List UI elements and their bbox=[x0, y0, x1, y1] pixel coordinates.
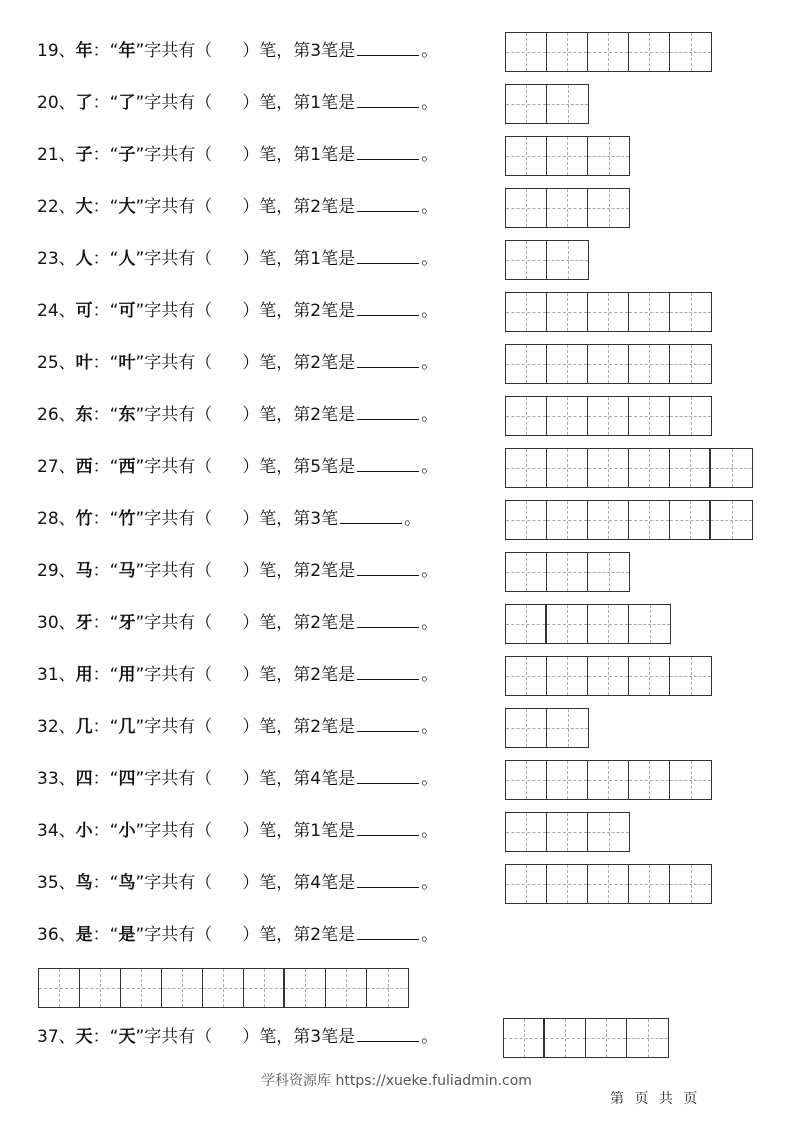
question-text bbox=[37, 453, 438, 479]
writing-grid bbox=[505, 812, 630, 852]
tianzige-cell[interactable] bbox=[504, 1019, 545, 1057]
tianzige-cell[interactable] bbox=[588, 33, 629, 71]
question-text bbox=[37, 557, 438, 583]
quoted-character: 叶 bbox=[118, 353, 136, 373]
tianzige-cell[interactable] bbox=[588, 501, 629, 539]
stroke-answer-blank[interactable] bbox=[357, 89, 419, 108]
question-number: 36、 bbox=[37, 925, 76, 945]
question-text-part: ）笔，第4笔是 bbox=[242, 769, 356, 789]
question-text bbox=[37, 661, 438, 687]
question-text bbox=[37, 193, 438, 219]
tianzige-cell[interactable] bbox=[80, 969, 121, 1007]
stroke-answer-blank[interactable] bbox=[357, 349, 419, 368]
question-end-punct: 。 bbox=[421, 1027, 439, 1047]
writing-grid bbox=[505, 604, 671, 644]
quoted-character: 竹 bbox=[118, 509, 136, 529]
question-number: 27、 bbox=[37, 457, 76, 477]
tianzige-cell[interactable] bbox=[588, 813, 629, 851]
question-row bbox=[0, 336, 793, 388]
tianzige-cell[interactable] bbox=[506, 553, 547, 591]
question-text-part: ：“ bbox=[92, 353, 119, 373]
quoted-character: 牙 bbox=[118, 613, 136, 633]
tianzige-cell[interactable] bbox=[547, 605, 588, 643]
question-text-part: ：“ bbox=[92, 509, 119, 529]
question-character: 西 bbox=[75, 457, 93, 477]
question-row bbox=[0, 1010, 793, 1062]
tianzige-cell[interactable] bbox=[588, 397, 629, 435]
question-text-part: ”字共有（ bbox=[135, 613, 213, 633]
writing-grid bbox=[505, 292, 712, 332]
question-character: 子 bbox=[75, 145, 93, 165]
question-text-part: ：“ bbox=[92, 821, 119, 841]
question-text-part: ：“ bbox=[92, 613, 119, 633]
question-text-part: ”字共有（ bbox=[135, 925, 213, 945]
question-row bbox=[0, 648, 793, 700]
question-text bbox=[37, 349, 438, 375]
question-text bbox=[37, 89, 438, 115]
question-end-punct: 。 bbox=[421, 145, 439, 165]
tianzige-cell[interactable] bbox=[506, 293, 547, 331]
question-number: 34、 bbox=[37, 821, 76, 841]
question-text bbox=[37, 505, 421, 531]
tianzige-cell[interactable] bbox=[506, 241, 547, 279]
tianzige-cell[interactable] bbox=[506, 189, 547, 227]
question-text-part: ）笔，第1笔是 bbox=[242, 821, 356, 841]
question-row bbox=[0, 544, 793, 596]
stroke-answer-blank[interactable] bbox=[340, 505, 402, 524]
question-end-punct: 。 bbox=[421, 561, 439, 581]
question-row bbox=[0, 752, 793, 804]
tianzige-cell[interactable] bbox=[547, 33, 588, 71]
question-end-punct: 。 bbox=[421, 821, 439, 841]
question-text-part: ”字共有（ bbox=[135, 509, 213, 529]
question-character: 可 bbox=[75, 301, 93, 321]
question-character: 牙 bbox=[75, 613, 93, 633]
stroke-answer-blank[interactable] bbox=[357, 921, 419, 940]
tianzige-cell[interactable] bbox=[547, 241, 588, 279]
question-row bbox=[0, 232, 793, 284]
question-end-punct: 。 bbox=[421, 405, 439, 425]
question-number: 31、 bbox=[37, 665, 76, 685]
question-row bbox=[0, 180, 793, 232]
question-character: 人 bbox=[75, 249, 93, 269]
tianzige-cell[interactable] bbox=[367, 969, 408, 1007]
question-text-part: ：“ bbox=[92, 145, 119, 165]
question-text-part: ）笔，第3笔 bbox=[242, 509, 339, 529]
stroke-answer-blank[interactable] bbox=[357, 765, 419, 784]
tianzige-cell[interactable] bbox=[670, 761, 711, 799]
stroke-answer-blank[interactable] bbox=[357, 453, 419, 472]
tianzige-cell[interactable] bbox=[629, 501, 670, 539]
tianzige-cell[interactable] bbox=[670, 501, 711, 539]
tianzige-cell[interactable] bbox=[506, 449, 547, 487]
tianzige-cell[interactable] bbox=[629, 293, 670, 331]
writing-grid bbox=[503, 1018, 669, 1058]
stroke-answer-blank[interactable] bbox=[357, 661, 419, 680]
tianzige-cell[interactable] bbox=[629, 761, 670, 799]
tianzige-cell[interactable] bbox=[711, 501, 752, 539]
question-text-part: ：“ bbox=[92, 41, 119, 61]
question-text bbox=[37, 297, 438, 323]
tianzige-cell[interactable] bbox=[506, 813, 547, 851]
tianzige-cell[interactable] bbox=[547, 449, 588, 487]
stroke-answer-blank[interactable] bbox=[357, 245, 419, 264]
tianzige-cell[interactable] bbox=[547, 189, 588, 227]
tianzige-cell[interactable] bbox=[506, 709, 547, 747]
question-text-part: ）笔，第3笔是 bbox=[242, 1027, 356, 1047]
quoted-character: 人 bbox=[118, 249, 136, 269]
stroke-answer-blank[interactable] bbox=[357, 401, 419, 420]
tianzige-cell[interactable] bbox=[670, 293, 711, 331]
question-text-part: ）笔，第1笔是 bbox=[242, 93, 356, 113]
writing-grid bbox=[505, 344, 712, 384]
question-character: 叶 bbox=[75, 353, 93, 373]
question-character: 鸟 bbox=[75, 873, 93, 893]
question-character: 竹 bbox=[75, 509, 93, 529]
tianzige-cell[interactable] bbox=[629, 605, 670, 643]
question-row bbox=[0, 440, 793, 492]
question-row bbox=[0, 908, 793, 960]
question-character: 东 bbox=[75, 405, 93, 425]
tianzige-cell[interactable] bbox=[506, 345, 547, 383]
stroke-answer-blank[interactable] bbox=[357, 713, 419, 732]
question-row bbox=[0, 76, 793, 128]
question-text-part: ”字共有（ bbox=[135, 717, 213, 737]
writing-grid bbox=[505, 448, 753, 488]
quoted-character: 年 bbox=[118, 41, 136, 61]
tianzige-cell[interactable] bbox=[506, 85, 547, 123]
tianzige-cell[interactable] bbox=[670, 33, 711, 71]
question-text-part: ）笔，第2笔是 bbox=[242, 665, 356, 685]
question-text bbox=[37, 609, 438, 635]
stroke-answer-blank[interactable] bbox=[357, 141, 419, 160]
tianzige-cell[interactable] bbox=[629, 345, 670, 383]
stroke-answer-blank[interactable] bbox=[357, 817, 419, 836]
tianzige-cell[interactable] bbox=[588, 189, 629, 227]
question-text bbox=[37, 869, 438, 895]
question-text bbox=[37, 37, 438, 63]
question-end-punct: 。 bbox=[421, 353, 439, 373]
writing-grid bbox=[505, 552, 630, 592]
tianzige-cell[interactable] bbox=[547, 85, 588, 123]
question-text-part: ：“ bbox=[92, 197, 119, 217]
question-text bbox=[37, 921, 438, 947]
question-text bbox=[37, 401, 438, 427]
tianzige-cell[interactable] bbox=[244, 969, 285, 1007]
question-character: 四 bbox=[75, 769, 93, 789]
question-text-part: ：“ bbox=[92, 249, 119, 269]
question-text-part: ”字共有（ bbox=[135, 145, 213, 165]
quoted-character: 天 bbox=[118, 1027, 136, 1047]
tianzige-cell[interactable] bbox=[588, 345, 629, 383]
question-text-part: ：“ bbox=[92, 665, 119, 685]
tianzige-cell[interactable] bbox=[547, 293, 588, 331]
writing-grid bbox=[505, 136, 630, 176]
tianzige-cell[interactable] bbox=[588, 553, 629, 591]
stroke-answer-blank[interactable] bbox=[357, 193, 419, 212]
tianzige-cell[interactable] bbox=[586, 1019, 627, 1057]
writing-grid bbox=[505, 84, 589, 124]
tianzige-cell[interactable] bbox=[506, 761, 547, 799]
tianzige-cell[interactable] bbox=[670, 397, 711, 435]
quoted-character: 可 bbox=[118, 301, 136, 321]
question-text-part: ”字共有（ bbox=[135, 41, 213, 61]
tianzige-cell[interactable] bbox=[547, 657, 588, 695]
tianzige-cell[interactable] bbox=[545, 1019, 586, 1057]
question-text-part: ”字共有（ bbox=[135, 405, 213, 425]
tianzige-cell[interactable] bbox=[629, 33, 670, 71]
tianzige-cell[interactable] bbox=[39, 969, 80, 1007]
question-text-part: ：“ bbox=[92, 925, 119, 945]
writing-grid bbox=[505, 396, 712, 436]
tianzige-cell[interactable] bbox=[588, 137, 629, 175]
tianzige-cell[interactable] bbox=[547, 865, 588, 903]
writing-grid bbox=[505, 32, 712, 72]
question-text-part: ：“ bbox=[92, 93, 119, 113]
question-text bbox=[37, 141, 438, 167]
quoted-character: 小 bbox=[118, 821, 136, 841]
question-character: 马 bbox=[75, 561, 93, 581]
tianzige-cell[interactable] bbox=[285, 969, 326, 1007]
question-end-punct: 。 bbox=[404, 509, 422, 529]
question-row bbox=[0, 492, 793, 544]
question-text-part: ”字共有（ bbox=[135, 197, 213, 217]
tianzige-cell[interactable] bbox=[629, 657, 670, 695]
quoted-character: 马 bbox=[118, 561, 136, 581]
quoted-character: 几 bbox=[118, 717, 136, 737]
question-text-part: ：“ bbox=[92, 769, 119, 789]
question-text-part: ）笔，第1笔是 bbox=[242, 145, 356, 165]
tianzige-cell[interactable] bbox=[547, 709, 588, 747]
tianzige-cell[interactable] bbox=[547, 397, 588, 435]
question-number: 33、 bbox=[37, 769, 76, 789]
tianzige-cell[interactable] bbox=[588, 293, 629, 331]
question-number: 25、 bbox=[37, 353, 76, 373]
question-text bbox=[37, 1023, 438, 1049]
tianzige-cell[interactable] bbox=[506, 501, 547, 539]
question-number: 28、 bbox=[37, 509, 76, 529]
tianzige-cell[interactable] bbox=[629, 865, 670, 903]
tianzige-cell[interactable] bbox=[203, 969, 244, 1007]
tianzige-cell[interactable] bbox=[588, 449, 629, 487]
tianzige-cell[interactable] bbox=[711, 449, 752, 487]
question-row bbox=[0, 284, 793, 336]
question-end-punct: 。 bbox=[421, 769, 439, 789]
stroke-answer-blank[interactable] bbox=[357, 557, 419, 576]
question-text-part: ”字共有（ bbox=[135, 1027, 213, 1047]
question-number: 32、 bbox=[37, 717, 76, 737]
question-number: 30、 bbox=[37, 613, 76, 633]
question-text-part: ）笔，第2笔是 bbox=[242, 717, 356, 737]
question-number: 37、 bbox=[37, 1027, 76, 1047]
tianzige-cell[interactable] bbox=[506, 605, 547, 643]
question-end-punct: 。 bbox=[421, 613, 439, 633]
writing-grid bbox=[505, 240, 589, 280]
tianzige-cell[interactable] bbox=[670, 449, 711, 487]
question-character: 了 bbox=[75, 93, 93, 113]
tianzige-cell[interactable] bbox=[629, 397, 670, 435]
question-text bbox=[37, 817, 438, 843]
tianzige-cell[interactable] bbox=[547, 345, 588, 383]
question-end-punct: 。 bbox=[421, 249, 439, 269]
tianzige-cell[interactable] bbox=[588, 865, 629, 903]
question-character: 大 bbox=[75, 197, 93, 217]
question-text-part: ）笔，第1笔是 bbox=[242, 249, 356, 269]
question-text-part: ”字共有（ bbox=[135, 301, 213, 321]
question-text-part: ）笔，第5笔是 bbox=[242, 457, 356, 477]
question-number: 29、 bbox=[37, 561, 76, 581]
question-text-part: ”字共有（ bbox=[135, 353, 213, 373]
quoted-character: 大 bbox=[118, 197, 136, 217]
tianzige-cell[interactable] bbox=[547, 553, 588, 591]
question-text-part: ”字共有（ bbox=[135, 769, 213, 789]
writing-grid bbox=[38, 968, 409, 1008]
tianzige-cell[interactable] bbox=[121, 969, 162, 1007]
question-text-part: ）笔，第2笔是 bbox=[242, 301, 356, 321]
question-text-part: ：“ bbox=[92, 561, 119, 581]
footer-page-number: 第 页 共 页 bbox=[610, 1091, 698, 1107]
question-text-part: ）笔，第2笔是 bbox=[242, 353, 356, 373]
question-text-part: ）笔，第2笔是 bbox=[242, 925, 356, 945]
question-character: 几 bbox=[75, 717, 93, 737]
question-character: 天 bbox=[75, 1027, 93, 1047]
question-text-part: ：“ bbox=[92, 301, 119, 321]
writing-grid bbox=[505, 656, 712, 696]
question-row bbox=[0, 596, 793, 648]
question-text-part: ：“ bbox=[92, 405, 119, 425]
question-text-part: ）笔，第4笔是 bbox=[242, 873, 356, 893]
question-text-part: ：“ bbox=[92, 873, 119, 893]
tianzige-cell[interactable] bbox=[506, 137, 547, 175]
question-end-punct: 。 bbox=[421, 41, 439, 61]
quoted-character: 子 bbox=[118, 145, 136, 165]
tianzige-cell[interactable] bbox=[629, 449, 670, 487]
question-text-part: ）笔，第3笔是 bbox=[242, 41, 356, 61]
tianzige-cell[interactable] bbox=[547, 761, 588, 799]
question-row bbox=[0, 388, 793, 440]
question-end-punct: 。 bbox=[421, 457, 439, 477]
writing-grid bbox=[505, 708, 589, 748]
stroke-answer-blank[interactable] bbox=[357, 869, 419, 888]
question-text-part: ”字共有（ bbox=[135, 457, 213, 477]
stroke-answer-blank[interactable] bbox=[357, 297, 419, 316]
question-number: 35、 bbox=[37, 873, 76, 893]
tianzige-cell[interactable] bbox=[588, 605, 629, 643]
tianzige-cell[interactable] bbox=[506, 33, 547, 71]
stroke-answer-blank[interactable] bbox=[357, 1023, 419, 1042]
question-text-part: ）笔，第2笔是 bbox=[242, 613, 356, 633]
question-end-punct: 。 bbox=[421, 197, 439, 217]
question-row bbox=[0, 804, 793, 856]
tianzige-cell[interactable] bbox=[547, 501, 588, 539]
question-text-part: ）笔，第2笔是 bbox=[242, 561, 356, 581]
tianzige-cell[interactable] bbox=[588, 761, 629, 799]
tianzige-cell[interactable] bbox=[670, 657, 711, 695]
tianzige-cell[interactable] bbox=[670, 865, 711, 903]
question-end-punct: 。 bbox=[421, 873, 439, 893]
tianzige-cell[interactable] bbox=[506, 657, 547, 695]
stroke-answer-blank[interactable] bbox=[357, 609, 419, 628]
question-text-part: ”字共有（ bbox=[135, 249, 213, 269]
question-text-part: ”字共有（ bbox=[135, 873, 213, 893]
tianzige-cell[interactable] bbox=[506, 865, 547, 903]
stroke-answer-blank[interactable] bbox=[357, 37, 419, 56]
writing-grid bbox=[505, 500, 753, 540]
question-character: 用 bbox=[75, 665, 93, 685]
writing-grid bbox=[505, 864, 712, 904]
question-row bbox=[0, 700, 793, 752]
tianzige-cell[interactable] bbox=[670, 345, 711, 383]
question-number: 26、 bbox=[37, 405, 76, 425]
question-end-punct: 。 bbox=[421, 93, 439, 113]
question-text-part: ”字共有（ bbox=[135, 93, 213, 113]
question-number: 22、 bbox=[37, 197, 76, 217]
question-number: 20、 bbox=[37, 93, 76, 113]
question-row bbox=[0, 128, 793, 180]
question-character: 年 bbox=[75, 41, 93, 61]
question-text-part: ”字共有（ bbox=[135, 821, 213, 841]
tianzige-cell[interactable] bbox=[547, 137, 588, 175]
question-number: 23、 bbox=[37, 249, 76, 269]
quoted-character: 用 bbox=[118, 665, 136, 685]
question-text-part: ”字共有（ bbox=[135, 665, 213, 685]
question-character: 小 bbox=[75, 821, 93, 841]
question-text-part: ”字共有（ bbox=[135, 561, 213, 581]
tianzige-cell[interactable] bbox=[627, 1019, 668, 1057]
quoted-character: 东 bbox=[118, 405, 136, 425]
question-row bbox=[0, 24, 793, 76]
tianzige-cell[interactable] bbox=[588, 657, 629, 695]
writing-grid bbox=[505, 760, 712, 800]
question-end-punct: 。 bbox=[421, 665, 439, 685]
question-text-part: ：“ bbox=[92, 1027, 119, 1047]
quoted-character: 鸟 bbox=[118, 873, 136, 893]
question-number: 19、 bbox=[37, 41, 76, 61]
writing-grid bbox=[505, 188, 630, 228]
tianzige-cell[interactable] bbox=[506, 397, 547, 435]
footer-source: 学科资源库 https://xueke.fuliadmin.com bbox=[261, 1073, 532, 1089]
question-end-punct: 。 bbox=[421, 717, 439, 737]
question-end-punct: 。 bbox=[421, 301, 439, 321]
question-text-part: ：“ bbox=[92, 717, 119, 737]
question-text-part: ：“ bbox=[92, 457, 119, 477]
question-end-punct: 。 bbox=[421, 925, 439, 945]
question-row bbox=[0, 856, 793, 908]
question-character: 是 bbox=[75, 925, 93, 945]
question-text-part: ）笔，第2笔是 bbox=[242, 405, 356, 425]
quoted-character: 西 bbox=[118, 457, 136, 477]
question-number: 21、 bbox=[37, 145, 76, 165]
question-text bbox=[37, 713, 438, 739]
quoted-character: 四 bbox=[118, 769, 136, 789]
tianzige-cell[interactable] bbox=[547, 813, 588, 851]
question-text-part: ）笔，第2笔是 bbox=[242, 197, 356, 217]
question-number: 24、 bbox=[37, 301, 76, 321]
quoted-character: 了 bbox=[118, 93, 136, 113]
tianzige-cell[interactable] bbox=[162, 969, 203, 1007]
tianzige-cell[interactable] bbox=[326, 969, 367, 1007]
question-text bbox=[37, 765, 438, 791]
quoted-character: 是 bbox=[118, 925, 136, 945]
question-text bbox=[37, 245, 438, 271]
